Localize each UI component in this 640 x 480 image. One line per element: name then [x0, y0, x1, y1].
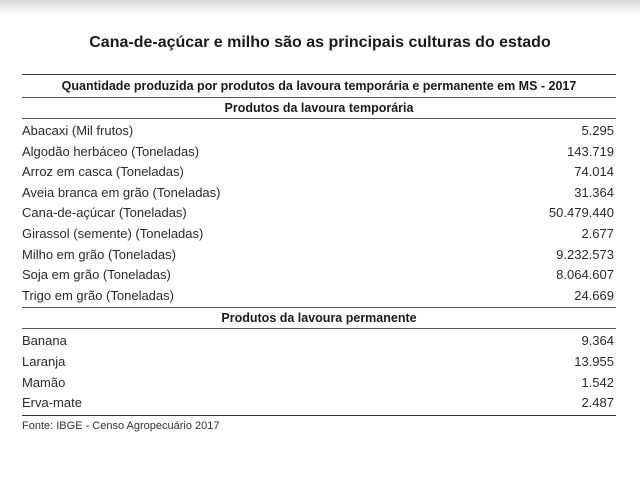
table-bottom-rule — [22, 415, 616, 416]
temporary-crops-group — [22, 119, 616, 307]
table-row — [22, 162, 616, 183]
table-row — [22, 373, 616, 394]
crop-value: 9.232.573 — [556, 246, 614, 262]
permanent-crops-group — [22, 329, 616, 414]
crop-name: Abacaxi (Mil frutos) — [22, 123, 134, 138]
crop-value: 143.719 — [567, 143, 614, 159]
crop-value: 2.487 — [581, 395, 614, 411]
crop-value: 31.364 — [574, 184, 614, 200]
table-row — [22, 121, 616, 142]
table-row — [22, 265, 616, 286]
crop-name: Trigo em grão (Toneladas) — [22, 287, 174, 303]
table-row — [22, 203, 616, 224]
table-row — [22, 352, 616, 373]
crop-name: Milho em grão (Toneladas) — [22, 246, 176, 262]
crop-value: 74.014 — [574, 164, 614, 180]
production-table — [22, 74, 616, 432]
crop-value: 24.669 — [574, 287, 614, 303]
crop-value: 1.542 — [581, 374, 614, 390]
source-note: Fonte: IBGE - Censo Agropecuário 2017 — [22, 419, 220, 432]
crop-value: 8.064.607 — [556, 267, 614, 283]
crop-value: 9.364 — [581, 333, 614, 349]
crop-name: Girassol (semente) (Toneladas) — [22, 225, 204, 241]
crop-name: Laranja — [22, 353, 66, 369]
crop-name: Banana — [22, 333, 67, 349]
crop-value: 5.295 — [581, 123, 614, 138]
table-row — [22, 224, 616, 245]
crop-value: 2.677 — [581, 225, 614, 241]
headline: Cana-de-açúcar e milho são as principais culturas do estado — [89, 34, 551, 51]
table-row — [22, 393, 616, 414]
crop-name: Cana-de-açúcar (Toneladas) — [22, 205, 187, 221]
crop-value: 13.955 — [574, 353, 614, 369]
crop-name: Soja em grão (Toneladas) — [22, 267, 171, 283]
crop-name: Arroz em casca (Toneladas) — [22, 164, 184, 180]
table-row — [22, 142, 616, 163]
crop-name: Aveia branca em grão (Toneladas) — [22, 184, 221, 200]
crop-name: Mamão — [22, 374, 66, 390]
table-row — [22, 331, 616, 352]
table-row — [22, 245, 616, 266]
section-title-temporary: Produtos da lavoura temporária — [224, 101, 414, 115]
crop-name: Algodão herbáceo (Toneladas) — [22, 143, 200, 159]
top-edge-shadow — [0, 0, 640, 14]
crop-name: Erva-mate — [22, 395, 82, 411]
table-row — [22, 286, 616, 307]
crop-value: 50.479.440 — [548, 205, 614, 221]
table-row — [22, 183, 616, 204]
section-title-permanent: Produtos da lavoura permanente — [221, 311, 417, 326]
table-caption: Quantidade produzida por produtos da lavoura temporária e permanente em MS - 2017 — [61, 79, 577, 93]
